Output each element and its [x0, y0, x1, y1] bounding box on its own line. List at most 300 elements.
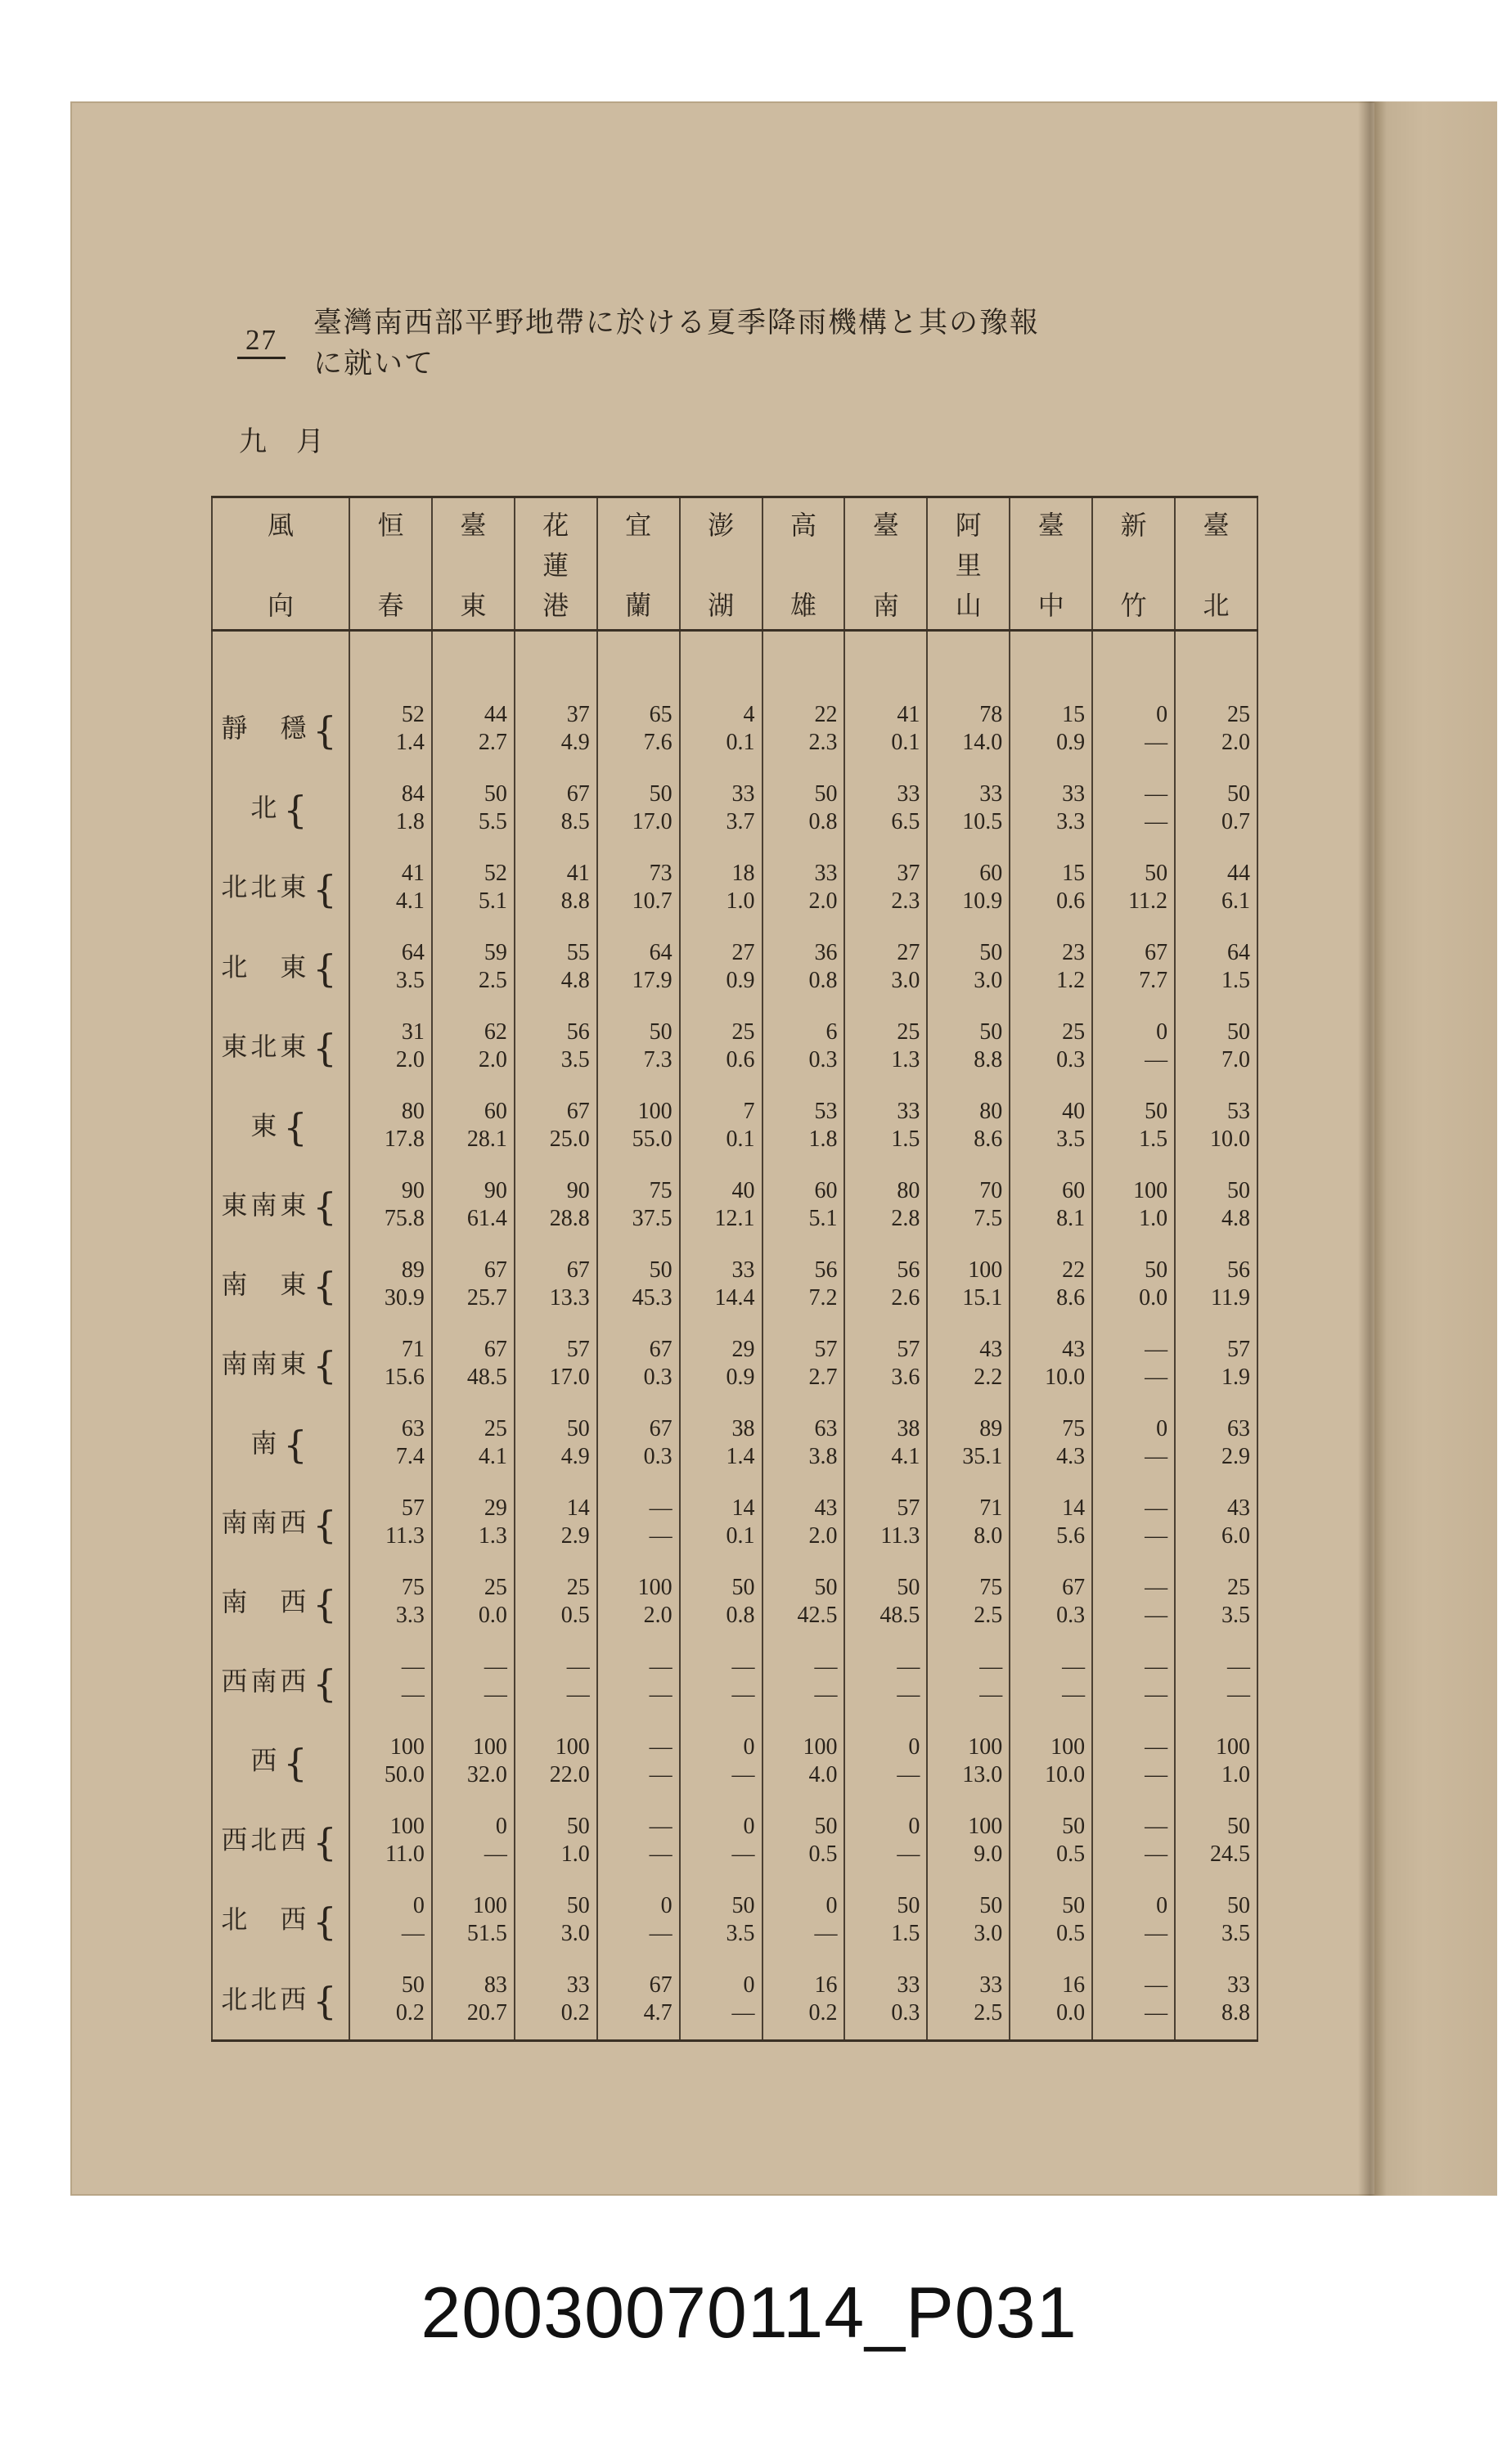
frequency-value: —	[1145, 1733, 1168, 1760]
rainfall-value: —	[814, 1920, 838, 1946]
table-row	[212, 1086, 1257, 1165]
rainfall-value: 11.0	[385, 1841, 425, 1867]
rainfall-value: 2.3	[808, 729, 838, 755]
frequency-value: 27	[731, 939, 755, 965]
value-cell	[1092, 1006, 1175, 1086]
table-header-row	[212, 497, 1257, 631]
value-cell	[349, 1483, 432, 1562]
value-cell	[762, 1086, 845, 1165]
wind-direction-cell	[212, 1642, 349, 1721]
value-cell	[349, 848, 432, 927]
rainfall-value: 5.1	[808, 1206, 838, 1231]
rainfall-value: 3.0	[974, 967, 1003, 993]
frequency-value: 50	[897, 1575, 920, 1601]
frequency-value: 0	[1156, 1416, 1168, 1442]
value-cell	[349, 1880, 432, 1959]
frequency-value: 33	[731, 1257, 755, 1284]
station-header: 新 竹	[1092, 497, 1175, 631]
rainfall-value: 11.9	[1211, 1285, 1250, 1311]
value-cell	[927, 1562, 1010, 1642]
rainfall-value: 0.5	[1056, 1920, 1086, 1946]
rainfall-value: 2.7	[808, 1365, 838, 1391]
table-row	[212, 1880, 1257, 1959]
frequency-value: —	[1145, 1972, 1168, 1999]
rainfall-value: 1.8	[395, 808, 425, 834]
rainfall-value: 4.8	[1221, 1206, 1250, 1231]
value-cell	[680, 1959, 762, 2040]
frequency-value: 43	[1227, 1495, 1250, 1522]
value-cell	[1175, 768, 1257, 848]
frequency-value: 50	[649, 1257, 673, 1284]
frequency-value: 0	[825, 1892, 838, 1918]
frequency-value: 50	[1145, 1098, 1168, 1124]
frequency-value: 100	[1050, 1733, 1086, 1760]
frequency-value: 18	[731, 860, 755, 886]
value-cell	[432, 1642, 515, 1721]
frequency-value: —	[731, 1654, 755, 1680]
frequency-value: 100	[637, 1098, 673, 1124]
frequency-value: 25	[897, 1018, 920, 1045]
value-cell	[1010, 848, 1092, 927]
frequency-value: —	[1062, 1654, 1086, 1680]
frequency-value: —	[1145, 1337, 1168, 1363]
rainfall-value: 37.5	[632, 1206, 673, 1231]
value-cell	[844, 1721, 927, 1801]
value-cell	[597, 1404, 680, 1483]
frequency-value: 40	[731, 1178, 755, 1203]
frequency-value: 50	[1227, 1813, 1250, 1839]
wind-direction-label: 東北東	[221, 1030, 310, 1062]
table-row	[212, 1959, 1257, 2040]
rainfall-value: 3.8	[808, 1444, 838, 1470]
value-cell	[515, 1721, 597, 1801]
value-cell	[515, 1562, 597, 1642]
station-header: 恒 春	[349, 497, 432, 631]
frequency-value: 67	[484, 1257, 507, 1284]
value-cell	[927, 1801, 1010, 1880]
brace-mark: {	[313, 1185, 340, 1230]
frequency-value: 67	[1145, 939, 1168, 965]
frequency-value: 33	[897, 1098, 920, 1124]
value-cell	[515, 1642, 597, 1721]
rainfall-value: 2.0	[478, 1046, 507, 1072]
rainfall-value: 3.5	[1056, 1126, 1086, 1152]
rainfall-value: —	[649, 1761, 673, 1787]
rainfall-value: 1.0	[560, 1841, 590, 1867]
frequency-value: 84	[401, 780, 425, 807]
rainfall-value: 4.1	[478, 1444, 507, 1470]
value-cell	[515, 689, 597, 768]
rainfall-value: 13.0	[962, 1761, 1003, 1787]
frequency-value: 22	[814, 701, 838, 727]
frequency-value: 52	[401, 701, 425, 727]
value-cell	[762, 1880, 845, 1959]
frequency-value: 89	[401, 1257, 425, 1284]
value-cell	[597, 1721, 680, 1801]
value-cell	[432, 1006, 515, 1086]
value-cell	[597, 1324, 680, 1404]
frequency-value: 50	[814, 780, 838, 807]
value-cell	[927, 1959, 1010, 2040]
rainfall-value: 8.8	[560, 888, 590, 914]
rainfall-value: 2.0	[1221, 729, 1250, 755]
frequency-value: 53	[1227, 1098, 1250, 1124]
value-cell	[432, 1165, 515, 1244]
rainfall-value: 2.0	[808, 888, 838, 914]
wind-rain-table	[211, 496, 1258, 2042]
rainfall-value: 0.0	[1139, 1285, 1168, 1311]
value-cell	[1010, 1404, 1092, 1483]
frequency-value: 75	[401, 1575, 425, 1601]
wind-direction-label: 北北東	[221, 871, 310, 903]
value-cell	[597, 1801, 680, 1880]
table-row	[212, 1324, 1257, 1404]
rainfall-value: —	[649, 1523, 673, 1549]
frequency-value: 50	[566, 1813, 590, 1839]
value-cell	[927, 1642, 1010, 1721]
rainfall-value: 5.1	[478, 888, 507, 914]
station-header: 高 雄	[762, 497, 845, 631]
rainfall-value: 5.6	[1056, 1523, 1086, 1549]
rainfall-value: 7.2	[808, 1285, 838, 1311]
rainfall-value: 0.7	[1221, 808, 1250, 834]
value-cell	[1092, 1642, 1175, 1721]
rainfall-value: 0.2	[560, 2000, 590, 2026]
wind-direction-label: 西南西	[221, 1666, 310, 1697]
frequency-value: 75	[979, 1575, 1003, 1601]
brace-mark: {	[313, 1502, 340, 1547]
running-title: 臺灣南西部平野地帶に於ける夏季降雨機構と其の豫報に就いて	[313, 307, 1041, 380]
value-cell	[927, 848, 1010, 927]
value-cell	[927, 1483, 1010, 1562]
value-cell	[597, 1165, 680, 1244]
frequency-value: 0	[1156, 1018, 1168, 1045]
rainfall-value: —	[1145, 1046, 1168, 1072]
station-header: 臺 南	[844, 497, 927, 631]
frequency-value: 38	[731, 1416, 755, 1442]
rainfall-value: 0.8	[808, 808, 838, 834]
frequency-value: 100	[1133, 1178, 1168, 1203]
wind-direction-cell	[212, 1086, 349, 1165]
frequency-value: 73	[649, 860, 673, 886]
value-cell	[1010, 768, 1092, 848]
frequency-value: 80	[401, 1098, 425, 1124]
rainfall-value: 0.3	[643, 1365, 673, 1391]
value-cell	[680, 848, 762, 927]
value-cell	[844, 1483, 927, 1562]
value-cell	[927, 1721, 1010, 1801]
rainfall-value: 3.5	[1221, 1920, 1250, 1946]
rainfall-value: 2.7	[478, 729, 507, 755]
wind-direction-label: 西	[250, 1745, 281, 1777]
rainfall-value: 8.6	[1056, 1285, 1086, 1311]
rainfall-value: 3.0	[891, 967, 920, 993]
rainfall-value: 4.1	[395, 888, 425, 914]
frequency-value: 60	[979, 860, 1003, 886]
rainfall-value: 24.5	[1210, 1841, 1250, 1867]
value-cell	[844, 1086, 927, 1165]
value-cell	[1092, 927, 1175, 1006]
rainfall-value: 0.5	[560, 1603, 590, 1629]
wind-direction-cell	[212, 1801, 349, 1880]
rainfall-value: 1.3	[891, 1046, 920, 1072]
rainfall-value: 1.0	[1221, 1761, 1250, 1787]
rainfall-value: —	[1145, 1444, 1168, 1470]
frequency-value: 67	[484, 1337, 507, 1363]
frequency-value: 100	[389, 1733, 425, 1760]
value-cell	[1010, 1959, 1092, 2040]
month-label: 九月	[239, 425, 353, 458]
frequency-value: —	[649, 1733, 673, 1760]
value-cell	[762, 1642, 845, 1721]
rainfall-value: —	[1145, 1523, 1168, 1549]
value-cell	[844, 1880, 927, 1959]
rainfall-value: 45.3	[632, 1285, 673, 1311]
rainfall-value: —	[484, 1841, 507, 1867]
value-cell	[844, 1562, 927, 1642]
rainfall-value: 28.8	[549, 1206, 590, 1231]
frequency-value: 100	[968, 1813, 1003, 1839]
station-header: 花 蓮 港	[515, 497, 597, 631]
rainfall-value: 28.1	[466, 1126, 507, 1152]
rainfall-value: 0.3	[643, 1444, 673, 1470]
value-cell	[680, 1324, 762, 1404]
wind-direction-cell	[212, 768, 349, 848]
frequency-value: 6	[825, 1018, 838, 1045]
value-cell	[844, 1006, 927, 1086]
frequency-value: —	[484, 1654, 507, 1680]
frequency-value: 33	[897, 1972, 920, 1999]
frequency-value: 50	[1227, 1178, 1250, 1203]
rainfall-value: —	[1145, 729, 1168, 755]
brace-mark: {	[283, 1740, 311, 1785]
rainfall-value: 7.3	[643, 1046, 673, 1072]
wind-direction-label: 南 東	[221, 1268, 310, 1300]
value-cell	[1092, 1086, 1175, 1165]
rainfall-value: 13.3	[549, 1285, 590, 1311]
value-cell	[349, 1006, 432, 1086]
frequency-value: 33	[731, 780, 755, 807]
frequency-value: 0	[1156, 1892, 1168, 1918]
value-cell	[1175, 1483, 1257, 1562]
value-cell	[432, 1086, 515, 1165]
rainfall-value: 4.8	[560, 967, 590, 993]
value-cell	[762, 1721, 845, 1801]
value-cell	[680, 1642, 762, 1721]
rainfall-value: 10.0	[1045, 1761, 1086, 1787]
rainfall-value: 0.0	[1056, 2000, 1086, 2026]
rainfall-value: 2.9	[1221, 1444, 1250, 1470]
frequency-value: 41	[897, 701, 920, 727]
value-cell	[515, 848, 597, 927]
value-cell	[1092, 1562, 1175, 1642]
value-cell	[1175, 1880, 1257, 1959]
frequency-value: 65	[649, 701, 673, 727]
value-cell	[844, 1404, 927, 1483]
rainfall-value: —	[731, 1761, 755, 1787]
wind-direction-cell	[212, 1324, 349, 1404]
rainfall-value: 25.7	[466, 1285, 507, 1311]
frequency-value: 75	[649, 1178, 673, 1203]
rainfall-value: 3.7	[726, 808, 755, 834]
frequency-value: 50	[731, 1575, 755, 1601]
value-cell	[680, 1165, 762, 1244]
frequency-value: 15	[1062, 701, 1086, 727]
frequency-value: 25	[566, 1575, 590, 1601]
frequency-value: 67	[649, 1337, 673, 1363]
frequency-value: 27	[897, 939, 920, 965]
value-cell	[432, 1801, 515, 1880]
frequency-value: 0	[412, 1892, 425, 1918]
rainfall-value: 4.0	[808, 1761, 838, 1787]
value-cell	[432, 927, 515, 1006]
value-cell	[349, 1562, 432, 1642]
value-cell	[762, 1801, 845, 1880]
frequency-value: 71	[401, 1337, 425, 1363]
rainfall-value: 7.0	[1221, 1046, 1250, 1072]
value-cell	[432, 1245, 515, 1324]
frequency-value: —	[1145, 780, 1168, 807]
value-cell	[432, 1721, 515, 1801]
frequency-value: 33	[979, 1972, 1003, 1999]
rainfall-value: 7.6	[643, 729, 673, 755]
value-cell	[1092, 1959, 1175, 2040]
frequency-value: 16	[814, 1972, 838, 1999]
rainfall-value: 2.5	[974, 1603, 1003, 1629]
frequency-value: 7	[743, 1098, 755, 1124]
frequency-value: —	[1145, 1813, 1168, 1839]
frequency-value: 100	[968, 1257, 1003, 1284]
value-cell	[680, 768, 762, 848]
rainfall-value: 17.0	[632, 808, 673, 834]
value-cell	[432, 1959, 515, 2040]
wind-direction-label: 北北西	[221, 1983, 310, 2015]
frequency-value: 29	[484, 1495, 507, 1522]
value-cell	[597, 1959, 680, 2040]
rainfall-value: 51.5	[466, 1920, 507, 1946]
rainfall-value: 1.5	[891, 1126, 920, 1152]
rainfall-value: 30.9	[384, 1285, 425, 1311]
value-cell	[1092, 1245, 1175, 1324]
rainfall-value: 0.1	[891, 729, 920, 755]
frequency-value: —	[649, 1654, 673, 1680]
rainfall-value: —	[401, 1920, 425, 1946]
rainfall-value: —	[401, 1682, 425, 1708]
frequency-value: —	[1145, 1575, 1168, 1601]
value-cell	[349, 1959, 432, 2040]
rainfall-value: 3.5	[726, 1920, 755, 1946]
value-cell	[597, 689, 680, 768]
table-row	[212, 1642, 1257, 1721]
wind-direction-cell	[212, 1721, 349, 1801]
value-cell	[762, 689, 845, 768]
wind-direction-label: 南南西	[221, 1507, 310, 1539]
frequency-value: 37	[897, 860, 920, 886]
rainfall-value: 1.5	[891, 1920, 920, 1946]
frequency-value: 56	[566, 1018, 590, 1045]
value-cell	[349, 927, 432, 1006]
value-cell	[927, 1245, 1010, 1324]
value-cell	[515, 1324, 597, 1404]
brace-mark: {	[313, 866, 340, 911]
value-cell	[515, 768, 597, 848]
station-header: 臺 東	[432, 497, 515, 631]
value-cell	[1092, 1801, 1175, 1880]
rainfall-value: 8.5	[560, 808, 590, 834]
frequency-value: 31	[401, 1018, 425, 1045]
corner-header: 風 向	[212, 497, 349, 631]
station-header: 澎 湖	[680, 497, 762, 631]
wind-direction-cell	[212, 1404, 349, 1483]
rainfall-value: —	[1145, 2000, 1168, 2026]
value-cell	[349, 1165, 432, 1244]
rainfall-value: 2.0	[808, 1523, 838, 1549]
value-cell	[1175, 1721, 1257, 1801]
value-cell	[1092, 1721, 1175, 1801]
value-cell	[597, 1880, 680, 1959]
value-cell	[349, 1404, 432, 1483]
frequency-value: 15	[1062, 860, 1086, 886]
brace-mark: {	[283, 1105, 311, 1150]
frequency-value: 43	[979, 1337, 1003, 1363]
frequency-value: 57	[897, 1337, 920, 1363]
frequency-value: 75	[1062, 1416, 1086, 1442]
value-cell	[515, 1006, 597, 1086]
frequency-value: 33	[1062, 780, 1086, 807]
rainfall-value: 14.4	[714, 1285, 755, 1311]
value-cell	[1175, 689, 1257, 768]
value-cell	[762, 1165, 845, 1244]
rainfall-value: 0.5	[808, 1841, 838, 1867]
frequency-value: 64	[649, 939, 673, 965]
frequency-value: —	[897, 1654, 920, 1680]
wind-direction-label: 東南東	[221, 1189, 310, 1221]
wind-direction-cell	[212, 1959, 349, 2040]
rainfall-value: 2.2	[974, 1365, 1003, 1391]
value-cell	[844, 927, 927, 1006]
value-cell	[680, 927, 762, 1006]
frequency-value: 100	[389, 1813, 425, 1839]
value-cell	[844, 848, 927, 927]
brace-mark: {	[283, 1423, 311, 1468]
frequency-value: 50	[649, 1018, 673, 1045]
rainfall-value: 0.0	[478, 1603, 507, 1629]
value-cell	[1092, 1324, 1175, 1404]
table-row	[212, 1721, 1257, 1801]
rainfall-value: 4.1	[891, 1444, 920, 1470]
rainfall-value: 4.9	[560, 729, 590, 755]
frequency-value: 90	[566, 1178, 590, 1203]
frequency-value: 80	[897, 1178, 920, 1203]
frequency-value: 100	[472, 1733, 507, 1760]
brace-mark: {	[313, 1979, 340, 2024]
rainfall-value: 17.0	[549, 1365, 590, 1391]
frequency-value: 52	[484, 860, 507, 886]
value-cell	[1175, 848, 1257, 927]
rainfall-value: 11.3	[385, 1523, 425, 1549]
rainfall-value: 1.0	[1139, 1206, 1168, 1231]
rainfall-value: 8.8	[1221, 2000, 1250, 2026]
value-cell	[927, 1165, 1010, 1244]
rainfall-value: 15.1	[962, 1285, 1003, 1311]
frequency-value: 44	[484, 701, 507, 727]
value-cell	[515, 1880, 597, 1959]
value-cell	[762, 768, 845, 848]
frequency-value: 64	[1227, 939, 1250, 965]
frequency-value: 67	[566, 1257, 590, 1284]
rainfall-value: 0.9	[726, 1365, 755, 1391]
value-cell	[762, 1324, 845, 1404]
